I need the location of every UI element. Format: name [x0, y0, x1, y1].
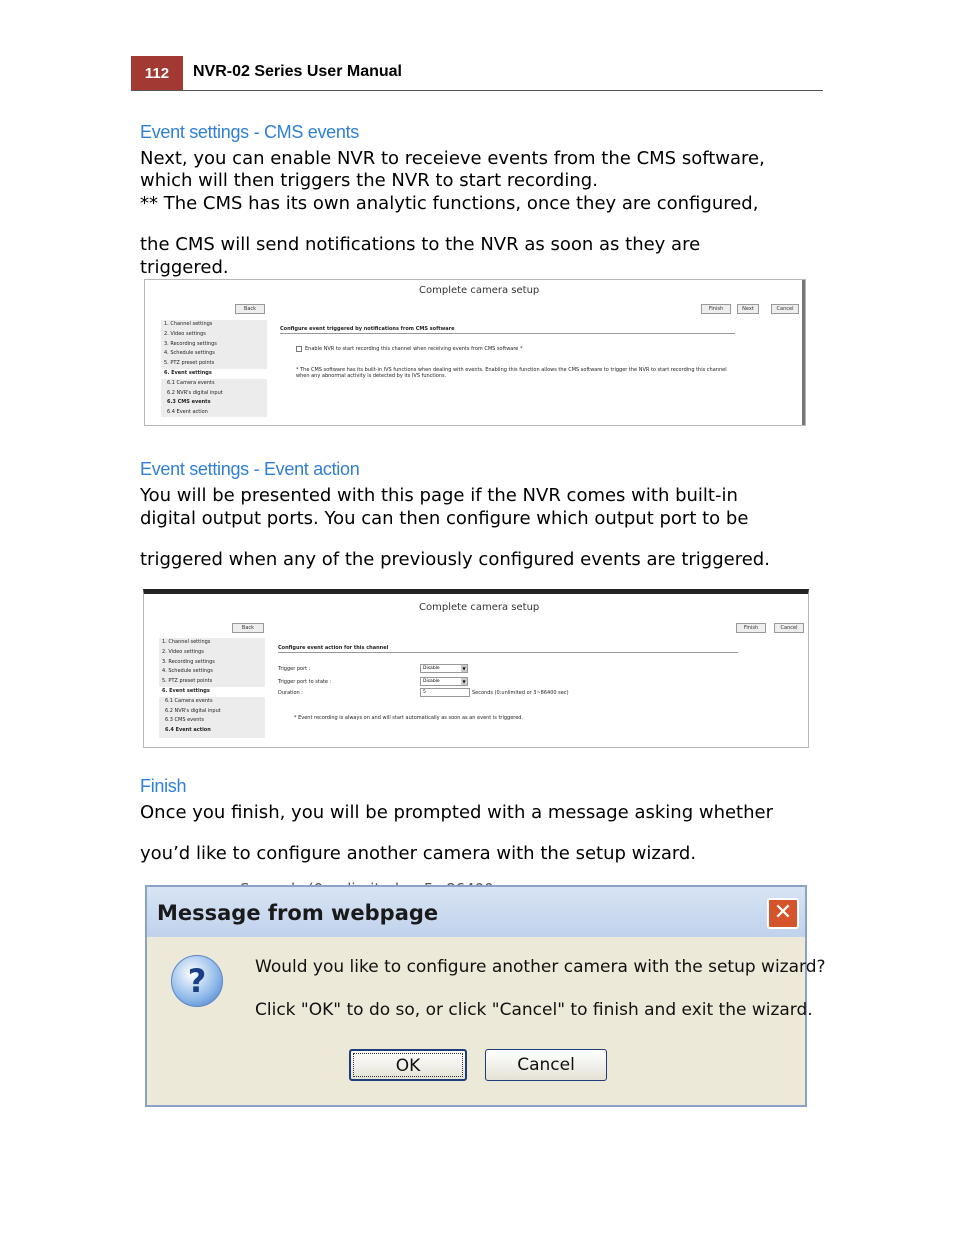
menu-item-recording-settings[interactable]: 3. Recording settings: [164, 340, 217, 347]
menu-item-digital-input[interactable]: 6.2 NVR's digital input: [167, 389, 223, 396]
menu-item-video-settings[interactable]: 2. Video settings: [162, 648, 204, 655]
dialog-title-bar[interactable]: [147, 887, 805, 937]
page-title: Complete camera setup: [419, 285, 540, 296]
note-line: * The CMS software has its built-in IVS functions when dealing with events. Enabling this function allows the CMS software to trigger the NVR to start recording this channel: [296, 367, 727, 373]
menu-item-event-settings[interactable]: 6. Event settings: [159, 687, 265, 697]
menu-item-ptz-preset[interactable]: 5. PTZ preset points: [164, 360, 215, 367]
menu-item-event-action[interactable]: 6.4 Event action: [165, 727, 211, 734]
heading-event-action: Event settings - Event action: [140, 459, 360, 479]
heading-cms-events: Event settings - CMS events: [140, 122, 359, 142]
next-button[interactable]: Next: [737, 304, 759, 314]
note-line: * Event recording is always on and will start automatically as soon as an event is triggered.: [294, 715, 524, 721]
scrollbar[interactable]: [802, 280, 805, 425]
wizard-menu: [159, 638, 265, 738]
menu-item-event-settings[interactable]: 6. Event settings: [161, 369, 267, 379]
section-title: Configure event triggered by notifications from CMS software: [280, 326, 455, 332]
finish-button[interactable]: Finish: [701, 304, 731, 314]
close-icon[interactable]: ✕: [767, 898, 799, 929]
dialog-message-line2: Click "OK" to do so, or click "Cancel" to finish and exit the wizard.: [255, 1000, 813, 1020]
trigger-state-select[interactable]: Disable ▼: [420, 677, 468, 686]
dialog-message-line1: Would you like to configure another camera with the setup wizard?: [255, 957, 826, 977]
duration-label: Duration :: [278, 690, 303, 696]
checkbox-label: Enable NVR to start recording this channel when receiving events from CMS software *: [305, 346, 523, 352]
paragraph-line: you’d like to configure another camera with the setup wizard.: [140, 843, 697, 864]
back-button[interactable]: Back: [232, 623, 264, 633]
paragraph-line: You will be presented with this page if the NVR comes with built-in: [140, 485, 738, 506]
chevron-down-icon: ▼: [462, 679, 466, 684]
question-icon: ?: [171, 955, 223, 1007]
menu-item-camera-events[interactable]: 6.1 Camera events: [167, 379, 215, 386]
trigger-state-label: Trigger port to state :: [278, 679, 332, 685]
menu-item-event-action[interactable]: 6.4 Event action: [167, 409, 208, 416]
menu-item-schedule-settings[interactable]: 4. Schedule settings: [162, 668, 213, 675]
duration-hint: Seconds (0:unlimited or 3~86400 sec): [472, 690, 569, 696]
dialog-title: Message from webpage: [157, 901, 439, 925]
header-rule: [131, 90, 823, 91]
cancel-button[interactable]: Cancel: [485, 1049, 607, 1081]
dialog-body: [151, 937, 826, 1101]
paragraph-line: triggered.: [140, 257, 229, 278]
screenshot-event-action: [143, 589, 809, 748]
manual-title: NVR-02 Series User Manual: [193, 63, 402, 80]
trigger-port-select[interactable]: Disable ▼: [420, 664, 468, 673]
page-title: Complete camera setup: [419, 602, 540, 613]
menu-item-channel-settings[interactable]: 1. Channel settings: [164, 321, 213, 327]
menu-item-cms-events[interactable]: 6.3 CMS events: [165, 717, 204, 724]
menu-item-digital-input[interactable]: 6.2 NVR's digital input: [165, 707, 221, 714]
menu-item-camera-events[interactable]: 6.1 Camera events: [165, 697, 213, 704]
note-line: when any abnormal activity is detected by its IVS functions.: [296, 373, 447, 379]
section-rule: [280, 333, 735, 334]
duration-input[interactable]: 5: [420, 688, 470, 697]
menu-item-recording-settings[interactable]: 3. Recording settings: [162, 658, 215, 665]
screenshot-cms-events: [144, 279, 806, 426]
menu-item-video-settings[interactable]: 2. Video settings: [164, 330, 206, 337]
trigger-port-label: Trigger port :: [278, 666, 311, 672]
cancel-button[interactable]: Cancel: [774, 623, 804, 633]
paragraph-line: which will then triggers the NVR to start recording.: [140, 170, 598, 191]
finish-button[interactable]: Finish: [736, 623, 766, 633]
cancel-button[interactable]: Cancel: [771, 304, 799, 314]
paragraph-line: Once you finish, you will be prompted with a message asking whether: [140, 802, 773, 823]
paragraph-line: the CMS will send notifications to the NVR as soon as they are: [140, 234, 701, 255]
enable-cms-checkbox[interactable]: [296, 346, 302, 352]
paragraph-line: Next, you can enable NVR to receieve events from the CMS software,: [140, 148, 765, 169]
heading-finish: Finish: [140, 776, 187, 796]
menu-item-channel-settings[interactable]: 1. Channel settings: [162, 639, 211, 645]
paragraph-line: ** The CMS has its own analytic functions, once they are configured,: [140, 193, 759, 214]
menu-item-cms-events[interactable]: 6.3 CMS events: [167, 399, 211, 406]
ok-button[interactable]: OK: [349, 1049, 467, 1081]
menu-item-ptz-preset[interactable]: 5. PTZ preset points: [162, 678, 213, 685]
paragraph-line: digital output ports. You can then configure which output port to be: [140, 508, 749, 529]
section-rule: [278, 652, 738, 653]
message-dialog: [145, 885, 826, 1107]
page-number: 112: [131, 56, 183, 90]
chevron-down-icon: ▼: [462, 666, 466, 671]
paragraph-line: triggered when any of the previously configured events are triggered.: [140, 549, 770, 570]
section-title: Configure event action for this channel: [278, 645, 389, 651]
back-button[interactable]: Back: [235, 304, 265, 314]
wizard-menu: [161, 320, 267, 417]
menu-item-schedule-settings[interactable]: 4. Schedule settings: [164, 350, 215, 357]
